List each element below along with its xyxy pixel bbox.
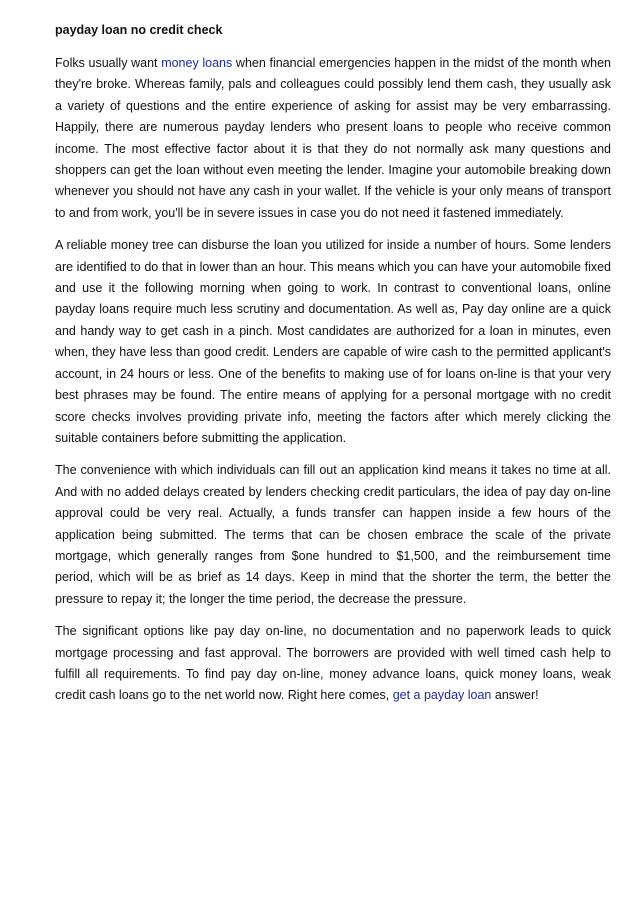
paragraph-3: The convenience with which individuals can fill out an application kind means it takes no time at all. And with no added delays created by lenders checking credit particulars, the idea of pay day on-line approval could be very real. Actually, a funds transfer can happen inside a few hours of the application being submitted. The terms that can be chosen embrace the scale of the private mortgage, which generally ranges from $one hundred to $1,500, and the reimbursement time period, which will be as brief as 14 days. Keep in mind that the shorter the term, the better the pressure to repay it; the longer the time period, the decrease the pressure. [55, 463, 611, 606]
document-title: payday loan no credit check [55, 23, 223, 37]
paragraph-1 [55, 53, 611, 224]
paragraph-4 [55, 621, 611, 707]
paragraph-1-text-before: Folks usually want [55, 56, 162, 70]
paragraph-4-text-after: answer! [491, 688, 539, 703]
document-page [55, 20, 611, 718]
paragraph-2: A reliable money tree can disburse the loan you utilized for inside a number of hours. Some lenders are identified to do that in lower than an hour. This means which you can have your automobile fixed and use it the following morning when going to work. In contrast to conventional loans, online payday loans require much less scrutiny and documentation. As well as, Pay day online are a quick and handy way to get cash in a pinch. Most candidates are authorized for a loan in minutes, even when, they have less than good credit. Lenders are capable of wire cash to the permitted applicant's account, in 24 hours or less. One of the benefits to making use of for loans on-line is that your very best phrases may be found. The entire means of applying for a personal mortgage with no credit score checks involves providing private info, meeting the factors after which merely clicking the suitable containers before submitting the application. [55, 238, 611, 445]
money-loans-link[interactable]: money loans [161, 56, 233, 70]
get-a-payday-loan-link[interactable]: get a payday loan [392, 688, 492, 703]
paragraph-1-text-after: when financial emergencies happen in the midst of the month when they're broke. Whereas family, pals and colleagues could possibly lend them cash, they usually ask a variety of questions and the entire experience of asking for assist may be very embarrassing. Happily, there are numerous payday lenders who present loans to people who receive common income. The most effective factor about it is that they do not normally ask many questions and shoppers can get the loan without even meeting the lender. Imagine your automobile breaking down whenever you should not have any cash in your wallet. If the vehicle is your only means of transport to and from work, you'll be in severe issues in case you do not need it fastened immediately. [55, 56, 612, 220]
paragraph-4-text-before: The significant options like pay day on-line, no documentation and no paperwork leads to quick mortgage processing and fast approval. The borrowers are provided with well timed cash help to fulfill all requirements. To find pay day on-line, money advance loans, quick money loans, weak credit cash loans go to the net world now. Right here comes, [55, 624, 611, 703]
